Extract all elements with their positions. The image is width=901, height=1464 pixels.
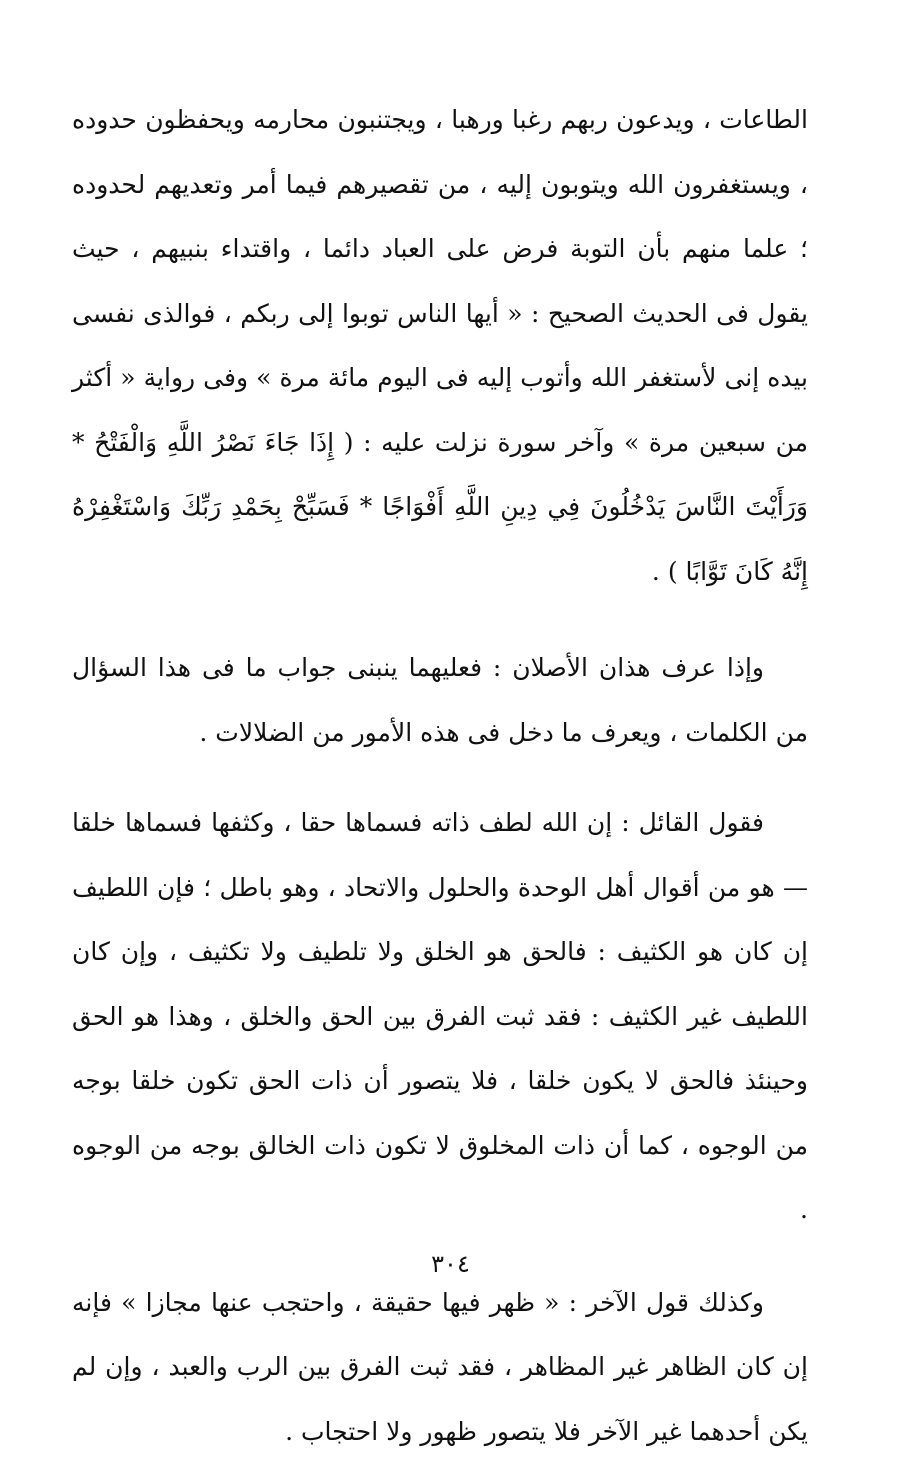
- paragraph-1: الطاعات ، ويدعون ربهم رغبا ورهبا ، ويجتنبون محارمه ويحفظون حدوده ، ويستغفرون الله ويتوبون إليه ، من تقصيرهم فيما أمر وتعديهم لحدوده ؛ علما منهم بأن التوبة فرض على العباد دائما ، واقتداء بنبيهم ، حيث يقول فى الحديث الصحيح : « أيها الناس توبوا إلى ربكم ، فوالذى نفسى بيده إنى لأستغفر الله وأتوب إليه فى اليوم مائة مرة » وفى رواية « أكثر من سبعين مرة » وآخر سورة نزلت عليه : ( إِذَا جَاءَ نَصْرُ اللَّهِ وَالْفَتْحُ * وَرَأَيْتَ النَّاسَ يَدْخُلُونَ فِي دِينِ اللَّهِ أَفْوَاجًا * فَسَبِّحْ بِحَمْدِ رَبِّكَ وَاسْتَغْفِرْهُ إِنَّهُ كَانَ تَوَّابًا ) .: [72, 88, 808, 604]
- page-number: ٣٠٤: [0, 1250, 901, 1278]
- paragraph-3-text: فقول القائل : إن الله لطف ذاته فسماها حقا ، وكثفها فسماها خلقا — هو من أقوال أهل الوحدة والحلول والاتحاد ، وهو باطل ؛ فإن اللطيف إن كان هو الكثيف : فالحق هو الخلق ولا تلطيف ولا تكثيف ، وإن كان اللطيف غير الكثيف : فقد ثبت الفرق بين الحق والخلق ، وهذا هو الحق وحينئذ فالحق لا يكون خلقا ، فلا يتصور أن ذات الحق تكون خلقا بوجه من الوجوه ، كما أن ذات المخلوق لا تكون ذات الخالق بوجه من الوجوه .: [72, 808, 808, 1224]
- paragraph-3: [72, 791, 808, 1243]
- paragraph-2-text: وإذا عرف هذان الأصلان : فعليهما ينبنى جواب ما فى هذا السؤال من الكلمات ، ويعرف ما دخل فى هذه الأمور من الضلالات .: [72, 653, 808, 747]
- paragraph-2: [72, 636, 808, 765]
- paragraph-4: [72, 1271, 808, 1464]
- paragraph-4-text: وكذلك قول الآخر : « ظهر فيها حقيقة ، واحتجب عنها مجازا » فإنه إن كان الظاهر غير المظاهر ، فقد ثبت الفرق بين الرب والعبد ، وإن لم يكن أحدهما غير الآخر فلا يتصور ظهور ولا احتجاب .: [72, 1288, 808, 1446]
- book-page: [72, 88, 808, 1288]
